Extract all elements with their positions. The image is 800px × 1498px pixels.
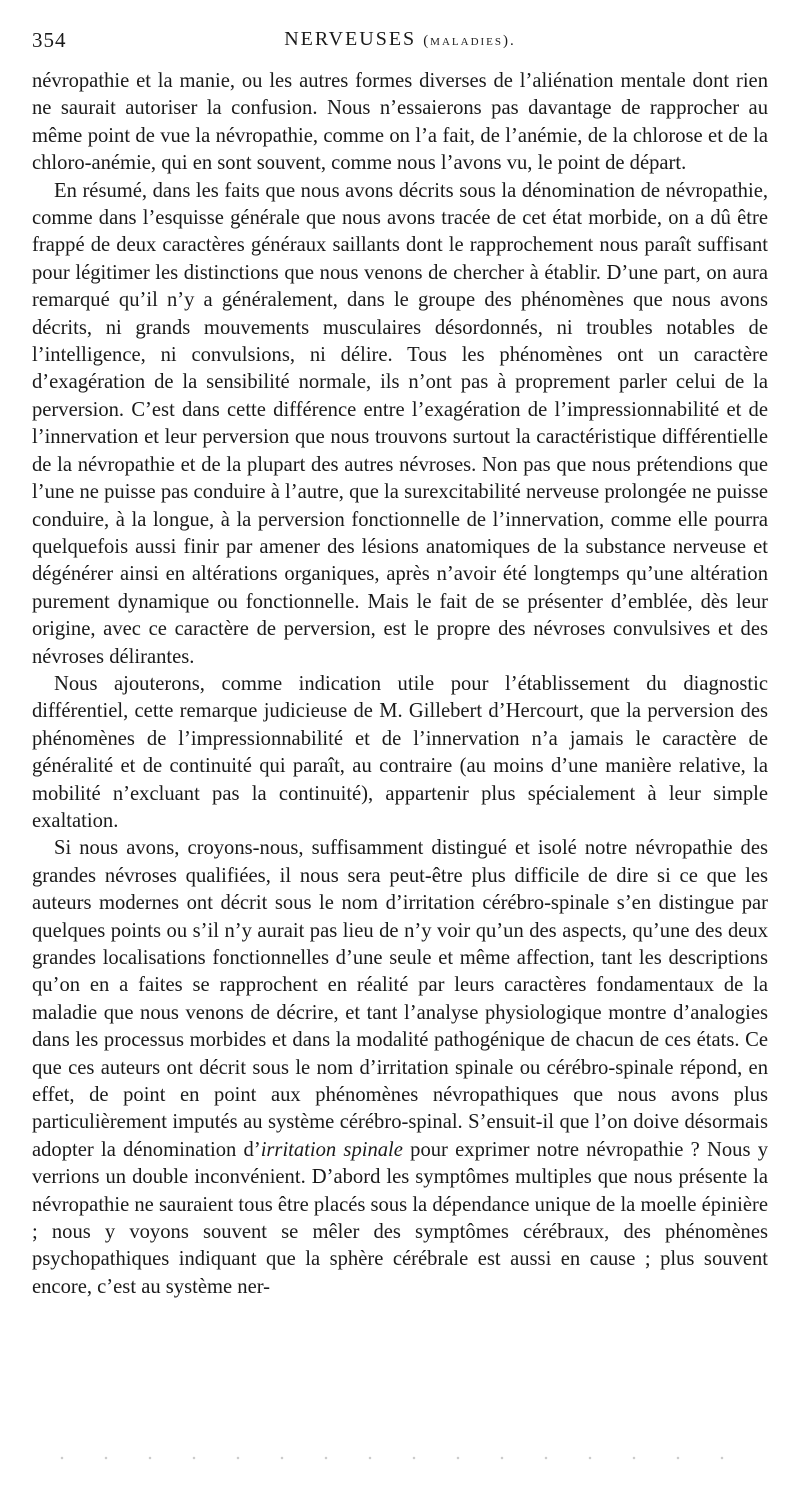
paragraph-resume: En résumé, dans les faits que nous avons décrits sous la dénomination de névropathie, comme dans l’esquisse générale que nous avons tracée de cet état morbide, on a dû être frappé de deux caractères généraux saillants dont le rapprochement nous paraît suffisant pour légitimer les distinctions que nous venons de chercher à établir. D’une part, on aura remarqué qu’il n’y a généralement, dans le groupe des phénomènes que nous avons décrits, ni grands mouvements musculaires désordonnés, ni troubles notables de l’intelligence, ni convulsions, ni délire. Tous les phénomènes ont un caractère d’exagération de la sensibilité normale, ils n’ont pas à proprement parler celui de la perversion. C’est dans cette différence entre l’exagération de l’impressionnabilité et de l’innervation et leur perversion que nous trouvons surtout la caractéristique différentielle de la névropathie et de la plupart des autres névroses. Non pas que nous prétendions que l’une ne puisse pas conduire à l’autre, que la surexcitabilité nerveuse prolongée ne puisse conduire, à la longue, à la perversion fonctionnelle de l’innervation, comme elle pourra quelquefois aussi finir par amener des lésions anatomiques de la substance nerveuse et dégénérer ainsi en altérations organiques, après n’avoir été longtemps qu’une altération purement dynamique ou fonctionnelle. Mais le fait de se présenter d’emblée, dès leur origine, avec ce caractère de perversion, est le propre des névroses convulsives et des névroses délirantes. [32, 179, 768, 668]
page-header [32, 28, 768, 64]
running-title-main: NERVEUSES [284, 28, 417, 50]
paragraph-text-before: Si nous avons, croyons-nous, suffisamment distingué et isolé notre névropathie des grandes névroses qualifiées, il nous sera peut-être plus difficile de dire si ce que les auteurs modernes ont décrit sous le nom d’irritation cérébro-spinale s’en distingue par quelques points ou s’il n’y aurait pas lieu de n’y voir qu’un des aspects, qu’une des deux grandes localisations fonctionnelles d’une seule et même affection, tant les descriptions qu’on en a faites se rapprochent en réalité par leurs caractères fondamentaux de la maladie que nous venons de décrire, et tant l’analyse physiologique montre d’analogies dans les processus morbides et dans la modalité pathogénique de chacun de ces états. Ce que ces auteurs ont décrit sous le nom d’irritation spinale ou cérébro-spinale répond, en effet, de point en point aux phénomènes névropathiques que nous avons plus particulièrement imputés au système cérébro-spinal. S’ensuit-il que l’on doive désormais adopter la dénomination d’ [32, 837, 768, 1161]
running-title [32, 28, 768, 51]
running-title-subject: (maladies). [423, 33, 516, 49]
paragraph-diagnostic: Nous ajouterons, comme indication utile pour l’établissement du diagnostic différentiel, cette remarque judicieuse de M. Gillebert d’Hercourt, que la perversion des phénomènes de l’impressionnabilité et de l’innervation n’a jamais le caractère de généralité et de continuité qui paraît, au contraire (au moins d’une manière relative, la mobilité n’excluant pas la continuité), appartenir plus spécialement à leur simple exaltation. [32, 672, 768, 832]
paragraph-continuation: névropathie et la manie, ou les autres formes diverses de l’aliénation mentale dont rien ne saurait autoriser la confusion. Nous n’essaierons pas davantage de rapprocher au même point de vue la névropathie, comme on l’a fait, de l’anémie, de la chlorose et de la chloro-anémie, qui en sont souvent, comme nous l’avons vu, le point de départ. [32, 70, 768, 175]
book-page [32, 28, 768, 1301]
paragraph-text-after: pour exprimer notre névropathie ? Nous y verrions un double inconvénient. D’abord les symptômes multiples que nous présente la névropathie ne sauraient tous être placés sous la dépendance unique de la moelle épinière ; nous y voyons souvent se mêler des symptômes cérébraux, des phénomènes psychopathiques indiquant que la sphère cérébrale est aussi en cause ; plus souvent encore, c’est au système ner- [32, 1138, 769, 1298]
italic-term: irritation spinale [260, 1138, 403, 1161]
paragraph-irritation-spinale [32, 835, 768, 1301]
page-number: 354 [32, 28, 67, 52]
body-text [32, 68, 768, 1301]
scan-bottom-marks [40, 1456, 760, 1460]
